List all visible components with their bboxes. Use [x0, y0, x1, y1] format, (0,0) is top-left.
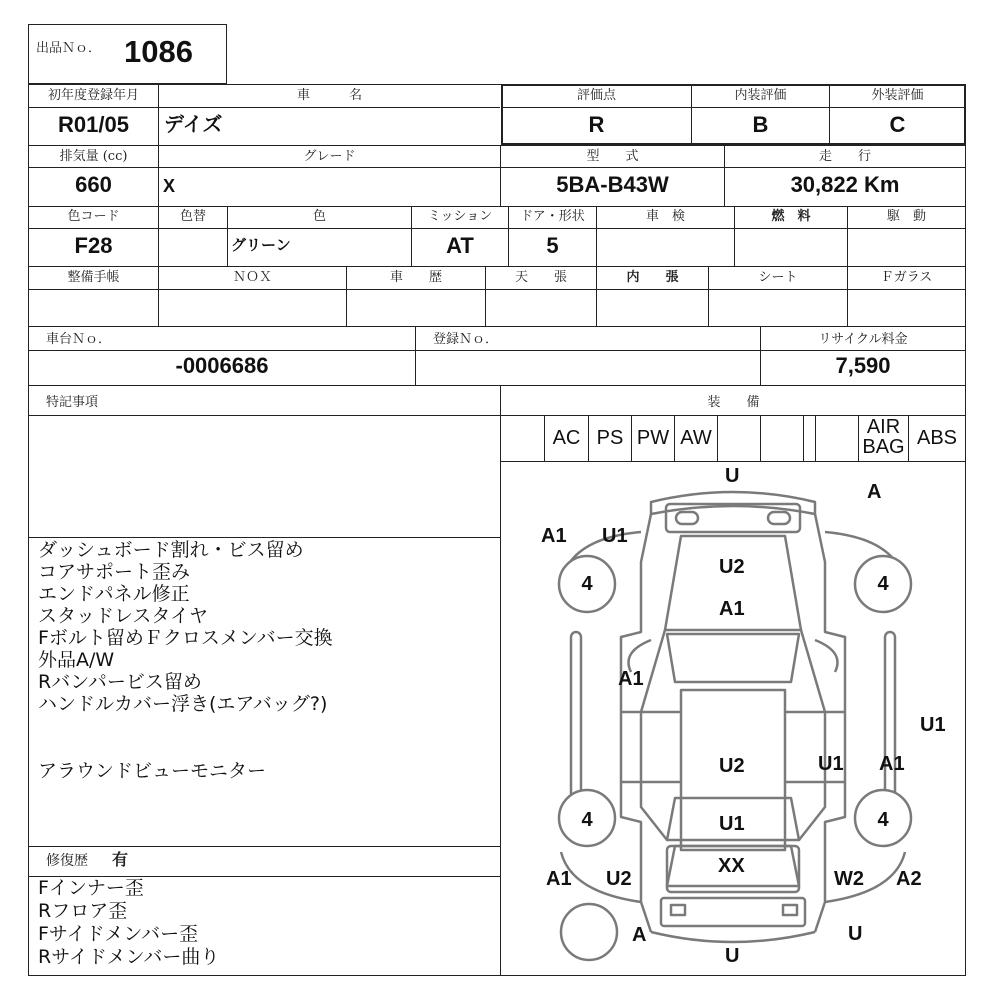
- equipment-airbag: AIR BAG: [862, 416, 905, 458]
- mark-hood-u2: U2: [719, 556, 745, 578]
- repair-line: Fサイドメンバー歪: [38, 923, 199, 945]
- tire-rear-right-label: 4: [877, 809, 889, 831]
- chassis-label: 車台Ｎｏ．: [46, 332, 112, 347]
- repaint-label: 色替: [179, 209, 206, 224]
- right-skirt: [885, 632, 895, 802]
- nox-label: ＮＯＸ: [232, 270, 272, 285]
- mark-right-door-a1: A1: [879, 753, 905, 775]
- mark-hood-a1: A1: [719, 598, 745, 620]
- exterior-score-value: C: [889, 112, 906, 137]
- car-name-value: デイズ: [164, 114, 223, 136]
- inspection-label: 車 検: [645, 209, 685, 224]
- equipment-ps: PS: [596, 427, 624, 449]
- repair-line: Fインナー歪: [38, 877, 144, 899]
- note-line: ダッシュボード割れ・ビス留め: [38, 539, 304, 561]
- interior-score-label: 内装評価: [734, 88, 787, 103]
- interior-score-value: B: [752, 112, 769, 137]
- history-label: 車 歴: [389, 270, 442, 285]
- model-label: 型 式: [586, 149, 639, 164]
- displacement-label: 排気量 (cc): [59, 149, 128, 164]
- repair-list: [38, 877, 219, 969]
- car-damage-diagram: [501, 462, 965, 975]
- tire-rear-left-label: 4: [581, 809, 593, 831]
- note-line: 外品A/W: [38, 649, 115, 671]
- repair-line: Rサイドメンバー曲り: [38, 946, 220, 968]
- mark-rear-right-a2: A2: [896, 868, 922, 890]
- color-value: グリーン: [231, 237, 291, 254]
- mark-bottom-right-u: U: [848, 923, 863, 945]
- note-line: アラウンドビューモニター: [38, 760, 267, 782]
- left-skirt: [571, 632, 581, 802]
- displacement-value: 660: [75, 172, 112, 197]
- mark-top-u: U: [725, 465, 740, 487]
- chassis-value: -0006686: [175, 353, 269, 378]
- equipment-pw: PW: [636, 427, 670, 449]
- equipment-ac: AC: [552, 427, 581, 449]
- roof-label: 天 張: [514, 270, 567, 285]
- mark-rear-left-u2: U2: [606, 868, 632, 890]
- repair-value: 有: [112, 850, 129, 869]
- note-line: [38, 715, 333, 760]
- first-reg-label: 初年度登録年月: [47, 88, 139, 103]
- door-value: 5: [546, 233, 559, 258]
- color-code-label: 色コード: [67, 209, 120, 224]
- notes-list: [38, 539, 333, 782]
- notes-label: 特記事項: [46, 395, 99, 410]
- interior-trim-label: 内 張: [626, 270, 679, 285]
- mark-front-left-u1: U1: [602, 525, 628, 547]
- mission-value: AT: [446, 233, 474, 258]
- fuel-label: 燃 料: [771, 209, 811, 224]
- mark-left-door-a1: A1: [618, 668, 644, 690]
- note-line: Rバンパービス留め: [38, 671, 202, 693]
- first-reg-value: R01/05: [58, 112, 129, 137]
- lot-number: 1086: [124, 34, 193, 69]
- note-line: ハンドルカバー浮き(エアバッグ?): [38, 693, 328, 715]
- repair-label: 修復歴: [46, 853, 88, 869]
- door-label: ドア・形状: [520, 209, 585, 224]
- score-value: R: [588, 112, 605, 137]
- mark-roof-u2: U2: [719, 755, 745, 777]
- spare-tire: [561, 904, 617, 960]
- mark-front-left-a1: A1: [541, 525, 567, 547]
- mark-right-door-u1: U1: [818, 753, 844, 775]
- recycle-value: 7,590: [835, 353, 891, 378]
- model-value: 5BA-B43W: [556, 172, 669, 197]
- mark-rear-xx: XX: [718, 855, 745, 877]
- mark-right-u1: U1: [920, 714, 946, 736]
- tire-front-left-label: 4: [581, 573, 593, 595]
- grade-label: グレード: [303, 149, 356, 164]
- mark-rear-right-w2: W2: [834, 868, 864, 890]
- mileage-label: 走 行: [818, 149, 871, 164]
- equipment-abs: ABS: [916, 427, 958, 449]
- seat-label: シート: [758, 270, 798, 285]
- mark-top-right-a: A: [867, 481, 882, 503]
- mark-trunk-u1: U1: [719, 813, 745, 835]
- color-label: 色: [312, 209, 326, 224]
- windshield: [667, 634, 799, 682]
- color-code-value: F28: [74, 233, 113, 258]
- equipment-aw: AW: [680, 427, 712, 449]
- lot-number-label: 出品Ｎｏ．: [36, 41, 102, 56]
- recycle-label: リサイクル料金: [818, 332, 908, 347]
- car-name-label: 車 名: [296, 88, 362, 103]
- tire-front-right-label: 4: [877, 573, 889, 595]
- fglass-label: Ｆガラス: [880, 270, 933, 285]
- reg-number-label: 登録Ｎｏ．: [433, 332, 499, 347]
- note-line: Fボルト留めＦクロスメンバー交換: [38, 627, 333, 649]
- mark-bottom-u: U: [725, 945, 740, 967]
- mission-label: ミッション: [427, 209, 493, 224]
- drive-label: 駆 動: [886, 209, 926, 224]
- score-label: 評価点: [576, 88, 616, 103]
- mark-rear-left-a1: A1: [546, 868, 572, 890]
- record-label: 整備手帳: [67, 270, 120, 285]
- exterior-score-label: 外装評価: [871, 88, 924, 103]
- note-line: コアサポート歪み: [38, 561, 191, 583]
- mark-bottom-a: A: [632, 924, 647, 946]
- note-line: エンドパネル修正: [38, 583, 190, 605]
- repair-line: Rフロア歪: [38, 900, 128, 922]
- mileage-value: 30,822 Km: [790, 172, 900, 197]
- equipment-label: 装 備: [707, 395, 760, 410]
- note-line: スタッドレスタイヤ: [38, 605, 209, 627]
- grade-value: X: [163, 176, 176, 196]
